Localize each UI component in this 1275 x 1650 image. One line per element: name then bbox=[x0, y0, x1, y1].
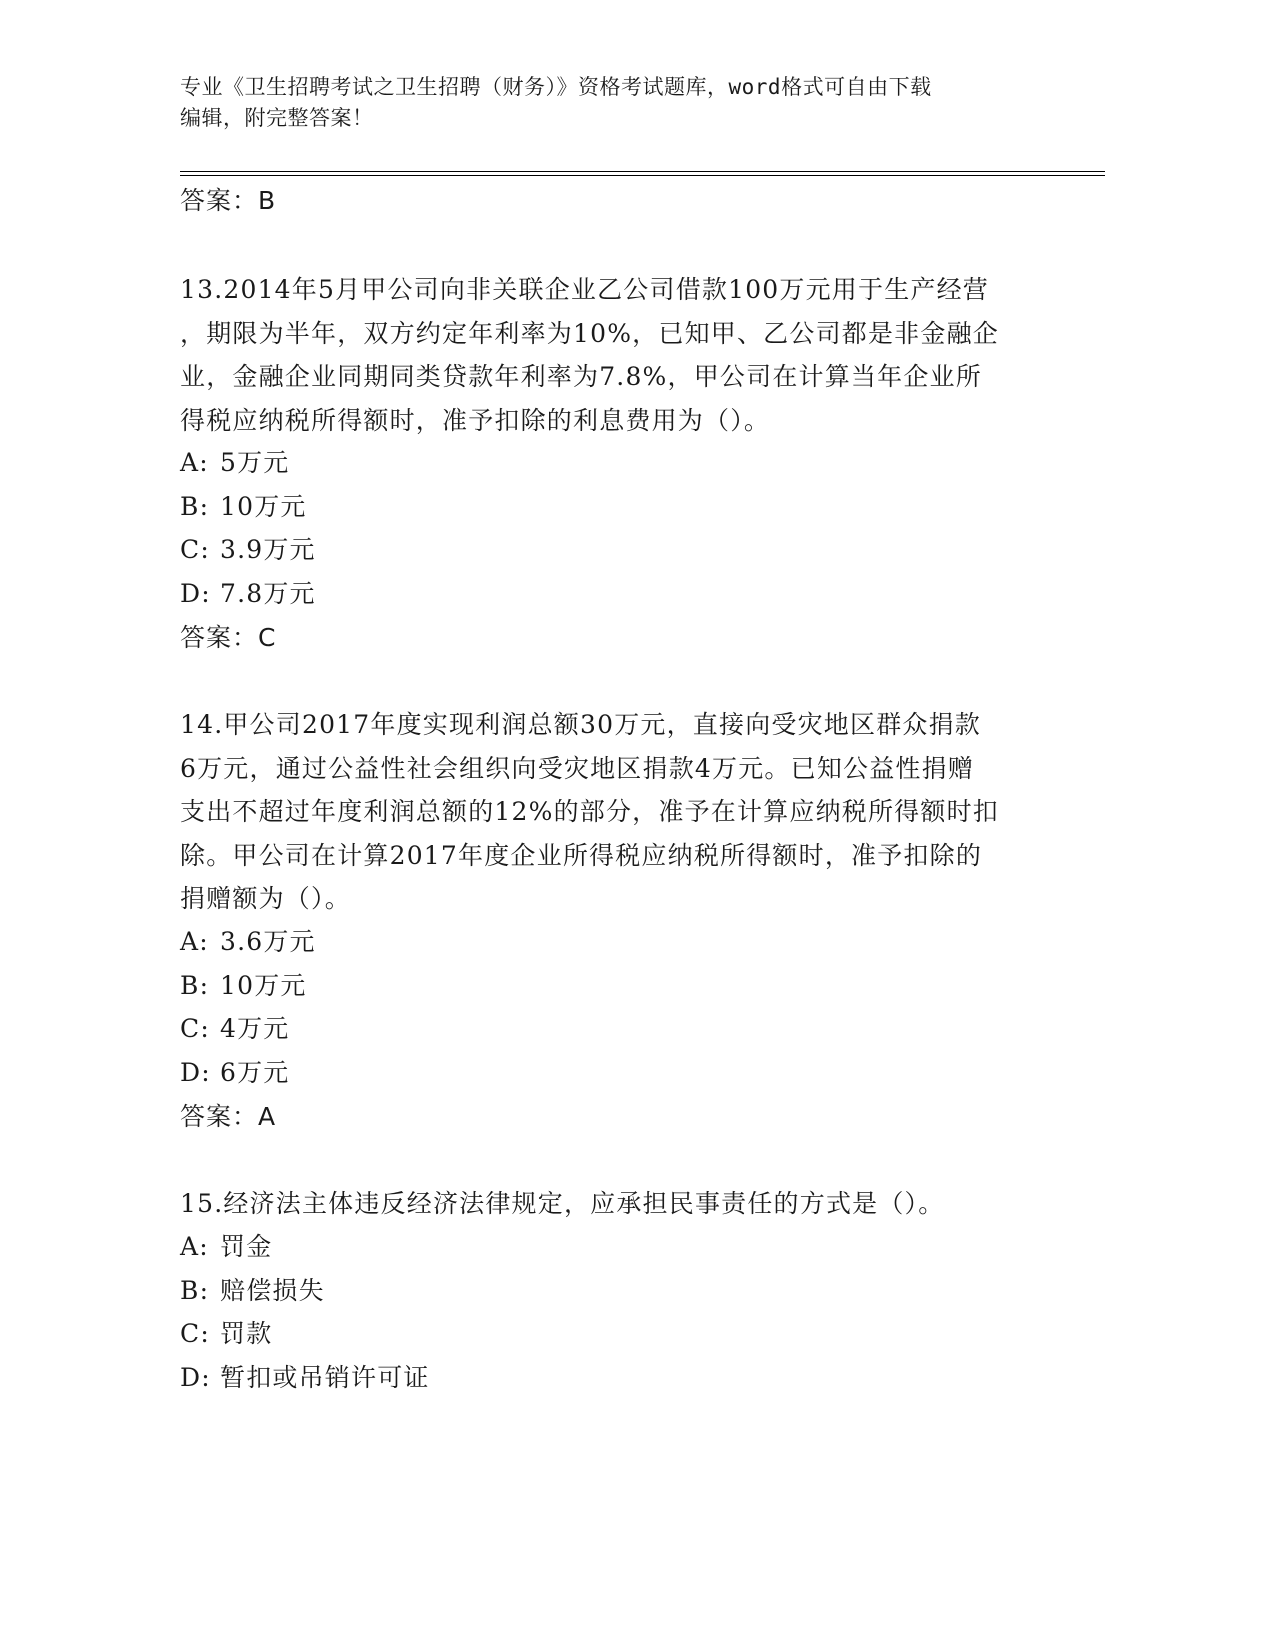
question-line: 15.经济法主体违反经济法律规定，应承担民事责任的方式是（）。 bbox=[180, 1189, 945, 1218]
option-key: A: bbox=[180, 927, 209, 956]
header-divider-top bbox=[180, 171, 1105, 172]
option-key: D: bbox=[180, 579, 211, 608]
option-text: 赔偿损失 bbox=[220, 1276, 325, 1305]
option-text: 4万元 bbox=[220, 1014, 290, 1043]
question-13-option-b bbox=[180, 492, 307, 522]
option-key: C: bbox=[180, 1319, 210, 1348]
question-line: 除。甲公司在计算2017年度企业所得税应纳税所得额时，准予扣除的 bbox=[180, 840, 983, 870]
option-key: B: bbox=[180, 1276, 210, 1305]
option-text: 5万元 bbox=[220, 448, 290, 477]
header-divider-bottom bbox=[180, 175, 1105, 176]
question-15-text bbox=[180, 1182, 1080, 1226]
option-key: A: bbox=[180, 1232, 209, 1261]
question-14-option-d bbox=[180, 1058, 290, 1088]
question-15-option-a bbox=[180, 1232, 272, 1262]
question-line: 6万元，通过公益性社会组织向受灾地区捐款4万元。已知公益性捐赠 bbox=[180, 753, 975, 783]
question-14-option-c bbox=[180, 1014, 290, 1044]
question-line: 得税应纳税所得额时，准予扣除的利息费用为（）。 bbox=[180, 405, 771, 435]
option-key: B: bbox=[180, 971, 210, 1000]
option-text: 10万元 bbox=[220, 492, 307, 521]
question-13-answer: 答案：C bbox=[180, 623, 277, 652]
answer-previous: 答案：B bbox=[180, 186, 277, 215]
document-header bbox=[180, 72, 1040, 134]
question-line: 14.甲公司2017年度实现利润总额30万元，直接向受灾地区群众捐款 bbox=[180, 710, 981, 739]
header-line-2: 编辑，附完整答案！ bbox=[180, 106, 374, 130]
question-line: ，期限为半年，双方约定年利率为10%，已知甲、乙公司都是非金融企 bbox=[180, 318, 999, 348]
question-line: 捐赠额为（）。 bbox=[180, 884, 351, 913]
option-text: 暂扣或吊销许可证 bbox=[220, 1363, 430, 1392]
option-key: D: bbox=[180, 1058, 211, 1087]
option-text: 3.9万元 bbox=[220, 535, 316, 564]
question-15-option-b bbox=[180, 1276, 325, 1306]
question-line: 业，金融企业同期同类贷款年利率为7.8%，甲公司在计算当年企业所 bbox=[180, 362, 982, 391]
question-15-option-c bbox=[180, 1319, 272, 1349]
option-key: A: bbox=[180, 448, 209, 477]
header-line-1: 专业《卫生招聘考试之卫生招聘（财务）》资格考试题库，word格式可自由下载 bbox=[180, 75, 932, 99]
question-line: 13.2014年5月甲公司向非关联企业乙公司借款100万元用于生产经营 bbox=[180, 275, 990, 304]
option-text: 3.6万元 bbox=[220, 927, 316, 956]
question-13-text bbox=[180, 268, 1080, 442]
question-14-text bbox=[180, 703, 1080, 921]
option-key: C: bbox=[180, 535, 210, 564]
option-text: 罚金 bbox=[220, 1232, 273, 1261]
question-line: 支出不超过年度利润总额的12%的部分，准予在计算应纳税所得额时扣 bbox=[180, 797, 999, 826]
question-14-option-b bbox=[180, 971, 307, 1001]
question-13-option-c bbox=[180, 535, 316, 565]
question-13-option-a bbox=[180, 448, 290, 478]
option-key: D: bbox=[180, 1363, 211, 1392]
question-14-answer: 答案：A bbox=[180, 1102, 277, 1131]
question-15-option-d bbox=[180, 1363, 430, 1393]
option-text: 6万元 bbox=[220, 1058, 290, 1087]
option-text: 7.8万元 bbox=[220, 579, 316, 608]
question-14-option-a bbox=[180, 927, 316, 957]
option-key: C: bbox=[180, 1014, 210, 1043]
option-text: 10万元 bbox=[220, 971, 307, 1000]
option-text: 罚款 bbox=[220, 1319, 273, 1348]
question-13-option-d bbox=[180, 579, 316, 609]
option-key: B: bbox=[180, 492, 210, 521]
